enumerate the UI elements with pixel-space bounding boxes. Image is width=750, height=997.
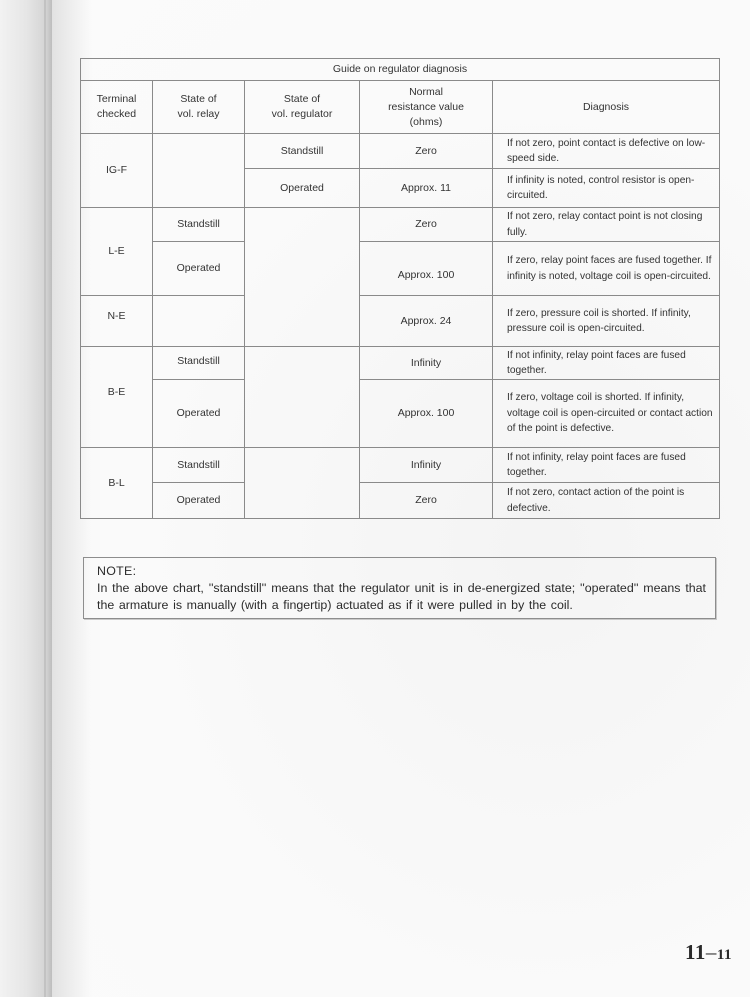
table-row <box>81 483 720 519</box>
diagnosis-cell: If not infinity, relay point faces are fused together. <box>493 347 720 380</box>
relay-state-cell: Operated <box>153 380 245 448</box>
table-title: Guide on regulator diagnosis <box>81 59 720 81</box>
relay-state-cell: Standstill <box>153 208 245 242</box>
resistance-cell: Approx. 100 <box>360 242 493 296</box>
resistance-cell: Approx. 11 <box>360 169 493 208</box>
resistance-cell: Approx. 24 <box>360 296 493 347</box>
diagnosis-cell: If infinity is noted, control resistor is open-circuited. <box>493 169 720 208</box>
header-relay <box>153 81 245 134</box>
note-body: In the above chart, ''standstill'' means that the regulator unit is in de-energized state; ''operated'' means that the armature is manually (with a fingertip) actuated as if it were pulled in by the coil. <box>97 581 706 612</box>
diagnosis-cell: If not zero, point contact is defective on low-speed side. <box>493 134 720 169</box>
diagnosis-cell: If not infinity, relay point faces are fused together. <box>493 448 720 483</box>
diagnosis-cell: If zero, pressure coil is shorted. If infinity, pressure coil is open-circuited. <box>493 296 720 347</box>
header-resistance-line3: (ohms) <box>409 115 443 128</box>
terminal-cell: IG-F <box>81 134 153 208</box>
terminal-cell: N-E <box>81 296 153 347</box>
page-number <box>685 940 732 965</box>
regulator-state-cell-empty <box>245 347 360 448</box>
header-diagnosis: Diagnosis <box>493 81 720 134</box>
regulator-state-cell: Operated <box>245 169 360 208</box>
header-relay-line2: vol. relay <box>177 108 220 120</box>
header-terminal-line1: Terminal <box>96 93 137 105</box>
book-spine-line <box>44 0 46 997</box>
regulator-diagnosis-table <box>80 58 720 519</box>
diagnosis-cell: If zero, voltage coil is shorted. If infinity, voltage coil is open-circuited or contact action of the point is defective. <box>493 380 720 448</box>
table-header-row <box>81 81 720 134</box>
header-regulator <box>245 81 360 134</box>
relay-state-cell-empty <box>153 296 245 347</box>
diagnosis-cell: If not zero, relay contact point is not closing fully. <box>493 208 720 242</box>
header-regulator-line2: vol. regulator <box>271 108 333 120</box>
resistance-cell: Infinity <box>360 448 493 483</box>
header-resistance-line1: Normal <box>409 85 443 98</box>
header-resistance <box>360 81 493 134</box>
relay-state-cell: Standstill <box>153 347 245 380</box>
table-row <box>81 296 720 347</box>
resistance-cell: Zero <box>360 134 493 169</box>
diagnosis-cell: If not zero, contact action of the point is defective. <box>493 483 720 519</box>
relay-state-cell-empty <box>153 134 245 208</box>
resistance-cell: Zero <box>360 483 493 519</box>
note-box <box>83 557 716 619</box>
header-regulator-line1: State of <box>283 93 321 105</box>
page-number-separator: – <box>705 940 717 964</box>
header-terminal <box>81 81 153 134</box>
diagnosis-cell: If zero, relay point faces are fused together. If infinity is noted, voltage coil is open-circuited. <box>493 242 720 296</box>
page-number-chapter: 11 <box>685 940 706 964</box>
table-row <box>81 347 720 380</box>
resistance-cell: Approx. 100 <box>360 380 493 448</box>
note-heading: NOTE: <box>97 564 137 578</box>
table-row <box>81 242 720 296</box>
relay-state-cell: Standstill <box>153 448 245 483</box>
regulator-state-cell: Standstill <box>245 134 360 169</box>
table-row <box>81 208 720 242</box>
regulator-state-cell-empty <box>245 208 360 347</box>
resistance-cell: Zero <box>360 208 493 242</box>
relay-state-cell: Operated <box>153 242 245 296</box>
header-terminal-line2: checked <box>96 108 137 120</box>
terminal-cell: B-E <box>81 347 153 448</box>
table-row <box>81 380 720 448</box>
terminal-cell: B-L <box>81 448 153 519</box>
header-resistance-line2: resistance value <box>388 100 464 113</box>
terminal-cell: L-E <box>81 208 153 296</box>
table-row <box>81 134 720 169</box>
relay-state-cell: Operated <box>153 483 245 519</box>
resistance-cell: Infinity <box>360 347 493 380</box>
regulator-state-cell-empty <box>245 448 360 519</box>
header-relay-line1: State of <box>180 93 217 105</box>
table-row <box>81 448 720 483</box>
table-title-row <box>81 59 720 81</box>
page-number-page: 11 <box>716 947 733 963</box>
